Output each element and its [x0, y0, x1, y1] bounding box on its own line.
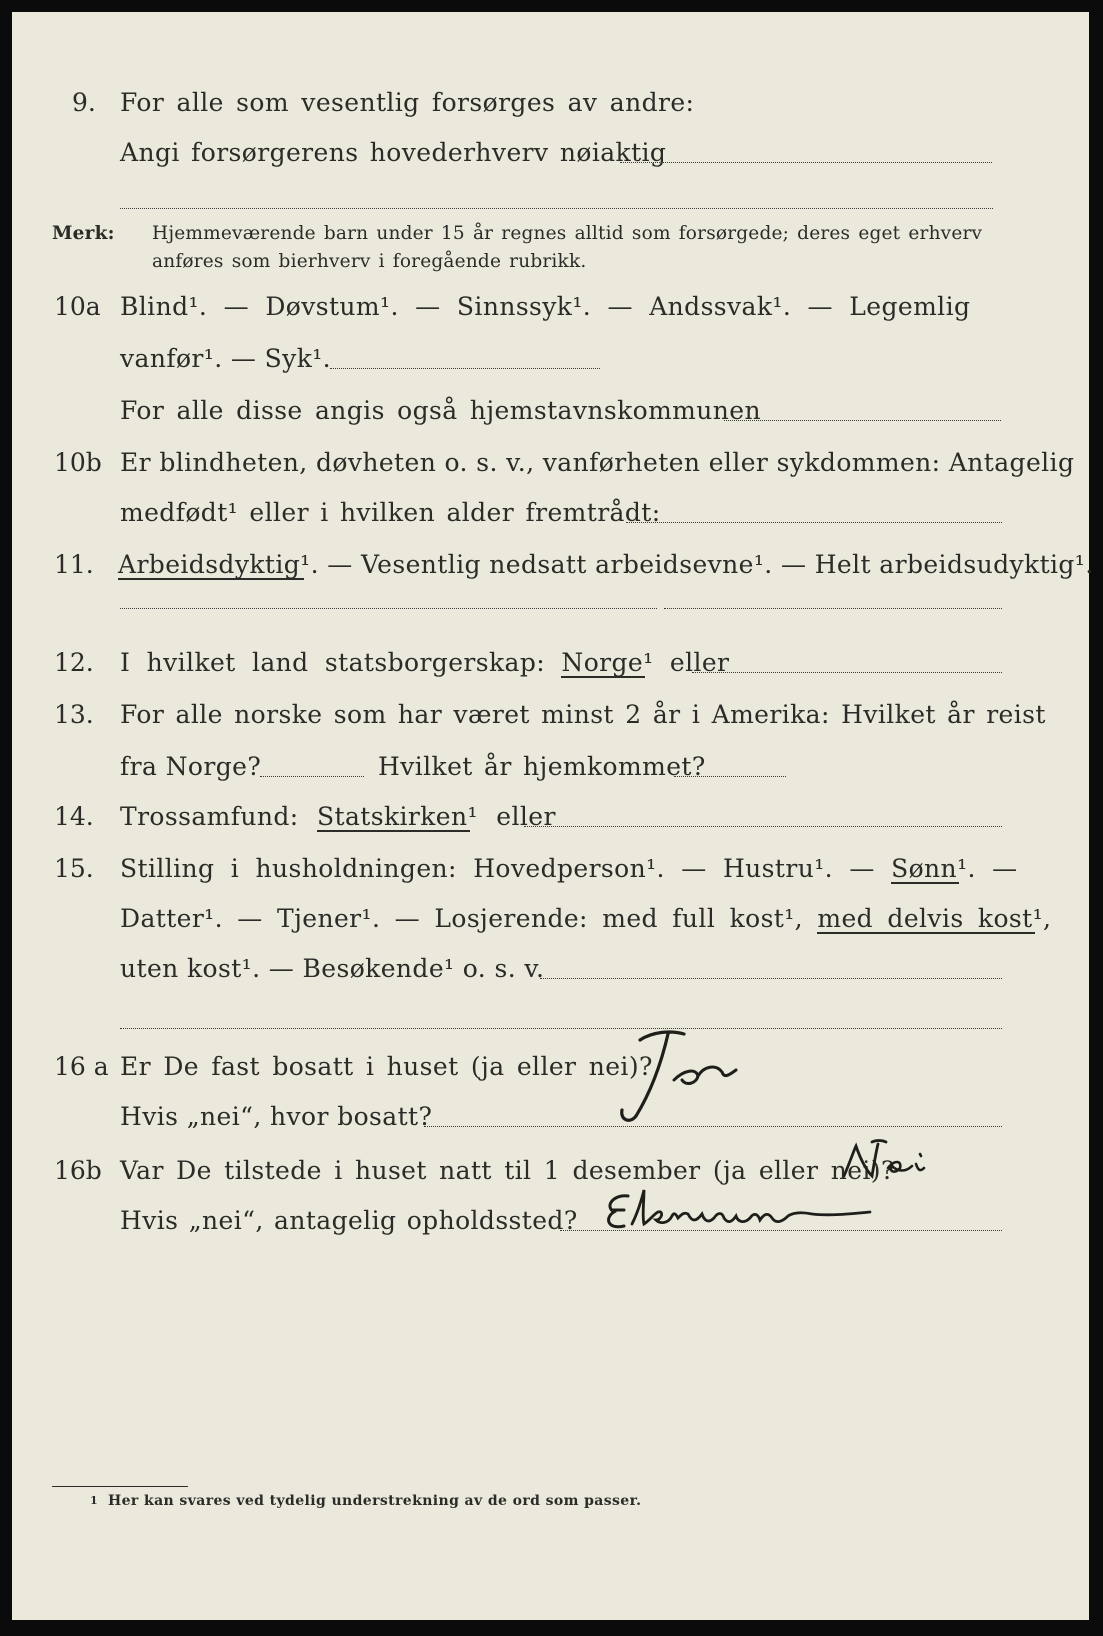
q10a-sick-line[interactable] — [330, 368, 600, 369]
q10b-answer-line[interactable] — [626, 522, 1002, 523]
q10a-line1: Blind¹. — Døvstum¹. — Sinnssyk¹. — Andssvak¹. — Legemlig — [120, 292, 971, 321]
footnote-mark: 1 — [90, 1494, 99, 1507]
q16a-signature-drawing — [612, 1020, 752, 1130]
q13-line1: For alle norske som har været minst 2 år i Amerika: Hvilket år reist — [120, 700, 1046, 729]
q14-option-statskirken[interactable]: Statskirken — [317, 802, 468, 831]
q16b-number: 16b — [54, 1156, 102, 1185]
merk-line1: Hjemmeværende barn under 15 år regnes alltid som forsørgede; deres eget erhverv — [152, 223, 983, 244]
q16a-line1: Er De fast bosatt i huset (ja eller nei)? — [120, 1052, 653, 1081]
q12-line: I hvilket land statsborgerskap: Norge ¹ eller — [120, 648, 730, 677]
q10a-line3: For alle disse angis også hjemstavnskommunen — [120, 396, 761, 425]
q9-line2: Angi forsørgerens hovederhverv nøiaktig — [120, 138, 667, 167]
q13-line2b: Hvilket år hjemkommet? — [378, 752, 706, 781]
q14-line: Trossamfund: Statskirken ¹ eller — [120, 802, 556, 831]
q15-line3: uten kost¹. — Besøkende¹ o. s. v. — [120, 954, 545, 983]
q13-hjemkommet-line[interactable] — [674, 776, 786, 777]
q15-option-sonn[interactable]: Sønn — [891, 854, 958, 883]
q16b-signature-drawing — [836, 1138, 946, 1188]
q11-number: 11. — [54, 550, 94, 579]
q16a-handwritten-answer — [612, 1020, 752, 1130]
q15-extra-line[interactable] — [120, 1028, 1002, 1029]
q10b-line2: medfødt¹ eller i hvilken alder fremtrådt: — [120, 498, 661, 527]
q11-extra-line-b[interactable] — [664, 608, 1002, 609]
footnote-rule — [52, 1486, 188, 1487]
q16a-line2: Hvis „nei“, hvor bosatt? — [120, 1102, 433, 1131]
q9-number: 9. — [72, 88, 96, 117]
q10a-number: 10a — [54, 292, 101, 321]
q16b-line1: Var De tilstede i huset natt til 1 desember (ja eller nei)? — [120, 1156, 895, 1185]
q10a-hjemstavn-line[interactable] — [724, 420, 1001, 421]
merk-line2: anføres som bierhverv i foregående rubrikk. — [152, 251, 587, 272]
q10a-line2: vanfør¹. — Syk¹. — [120, 344, 332, 373]
q12-answer-line[interactable] — [692, 672, 1002, 673]
q16b-handwritten-answer — [836, 1138, 946, 1188]
q16a-bosatt-line[interactable] — [424, 1126, 1002, 1127]
q11-line — [118, 550, 1094, 580]
q11-extra-line-a[interactable] — [120, 608, 657, 609]
q13-reist-line[interactable] — [260, 776, 364, 777]
q16b-handwritten-place — [598, 1184, 878, 1234]
q16a-number: 16 a — [54, 1052, 109, 1081]
q13-line2a: fra Norge? — [120, 752, 262, 781]
q12-option-norge[interactable]: Norge — [561, 648, 644, 677]
q14-number: 14. — [54, 802, 94, 831]
merk-label: Merk: — [52, 223, 115, 244]
q15-line1: Stilling i husholdningen: Hovedperson¹. — Hustru¹. — Sønn ¹. — — [120, 854, 1018, 883]
q11-option-arbeidsdyktig[interactable]: Arbeidsdyktig — [118, 550, 300, 579]
q10b-line1: Er blindheten, døvheten o. s. v., vanførheten eller sykdommen: Antagelig — [120, 448, 1075, 477]
q15-answer-line[interactable] — [540, 978, 1002, 979]
census-form-page — [12, 12, 1094, 1620]
q14-answer-line[interactable] — [524, 826, 1002, 827]
q15-number: 15. — [54, 854, 94, 883]
q9-answer-line[interactable] — [620, 162, 992, 163]
q16b-place-drawing — [598, 1184, 878, 1234]
q13-number: 13. — [54, 700, 94, 729]
q9-line1: For alle som vesentlig forsørges av andre: — [120, 88, 695, 117]
q11-rest: ¹. — Vesentlig nedsatt arbeidsevne¹. — Helt arbeidsudyktig¹. — [300, 550, 1094, 579]
footnote-text: Her kan svares ved tydelig understrekning av de ord som passer. — [108, 1493, 642, 1509]
q9-extra-line[interactable] — [120, 208, 993, 209]
q16b-line2: Hvis „nei“, antagelig opholdssted? — [120, 1206, 578, 1235]
q15-line2: Datter¹. — Tjener¹. — Losjerende: med full kost¹, med delvis kost ¹, — [120, 904, 1052, 933]
q12-number: 12. — [54, 648, 94, 677]
q15-option-delvis-kost[interactable]: med delvis kost — [817, 904, 1033, 933]
q14-question: Trossamfund: — [120, 802, 299, 831]
q12-question: I hvilket land statsborgerskap: — [120, 648, 546, 677]
q10b-number: 10b — [54, 448, 102, 477]
